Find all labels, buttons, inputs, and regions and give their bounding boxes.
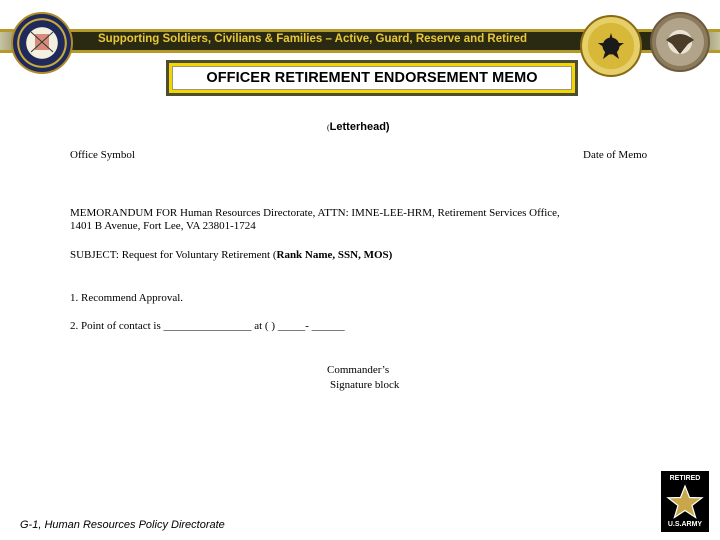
army-star-icon — [666, 484, 704, 520]
date-of-memo: Date of Memo — [583, 149, 648, 161]
eagle-seal-icon — [650, 12, 710, 72]
subject-line — [70, 249, 392, 262]
memo-title: OFFICER RETIREMENT ENDORSEMENT MEMO — [206, 70, 538, 86]
commander-label: Commander’s — [327, 364, 390, 376]
signature-block: Signature block — [330, 379, 400, 391]
logo-bottom-text: U.S.ARMY — [667, 521, 703, 528]
office-symbol: Office Symbol — [70, 149, 135, 161]
footer-text: G-1, Human Resources Policy Directorate — [20, 519, 225, 531]
header-banner-text: Supporting Soldiers, Civilians & Families – Active, Guard, Reserve and Retired — [98, 33, 528, 45]
subject-bold: Rank Name, SSN, MOS) — [276, 249, 393, 261]
memorandum-for-line-1: MEMORANDUM FOR Human Resources Directorate, ATTN: IMNE-LEE-HRM, Retirement Services Office, — [70, 207, 560, 219]
logo-top-text: RETIRED — [669, 475, 701, 482]
letterhead-label: Letterhead) — [329, 121, 390, 133]
memo-title-box — [166, 60, 578, 96]
deputy-chief-of-staff-g1-seal-icon — [580, 15, 642, 77]
memo-title-inner — [172, 66, 572, 90]
memorandum-for-line-2: 1401 B Avenue, Fort Lee, VA 23801-1724 — [70, 220, 256, 232]
retired-us-army-logo — [661, 471, 709, 532]
item-point-of-contact: 2. Point of contact is ________________ at ( ) _____- ______ — [70, 320, 345, 332]
letterhead-open-paren: ( — [327, 123, 330, 132]
letterhead — [327, 121, 390, 134]
subject-prefix: SUBJECT: Request for Voluntary Retirement ( — [70, 249, 277, 261]
item-recommend-approval: 1. Recommend Approval. — [70, 292, 184, 304]
department-of-the-army-seal-icon — [11, 12, 73, 74]
